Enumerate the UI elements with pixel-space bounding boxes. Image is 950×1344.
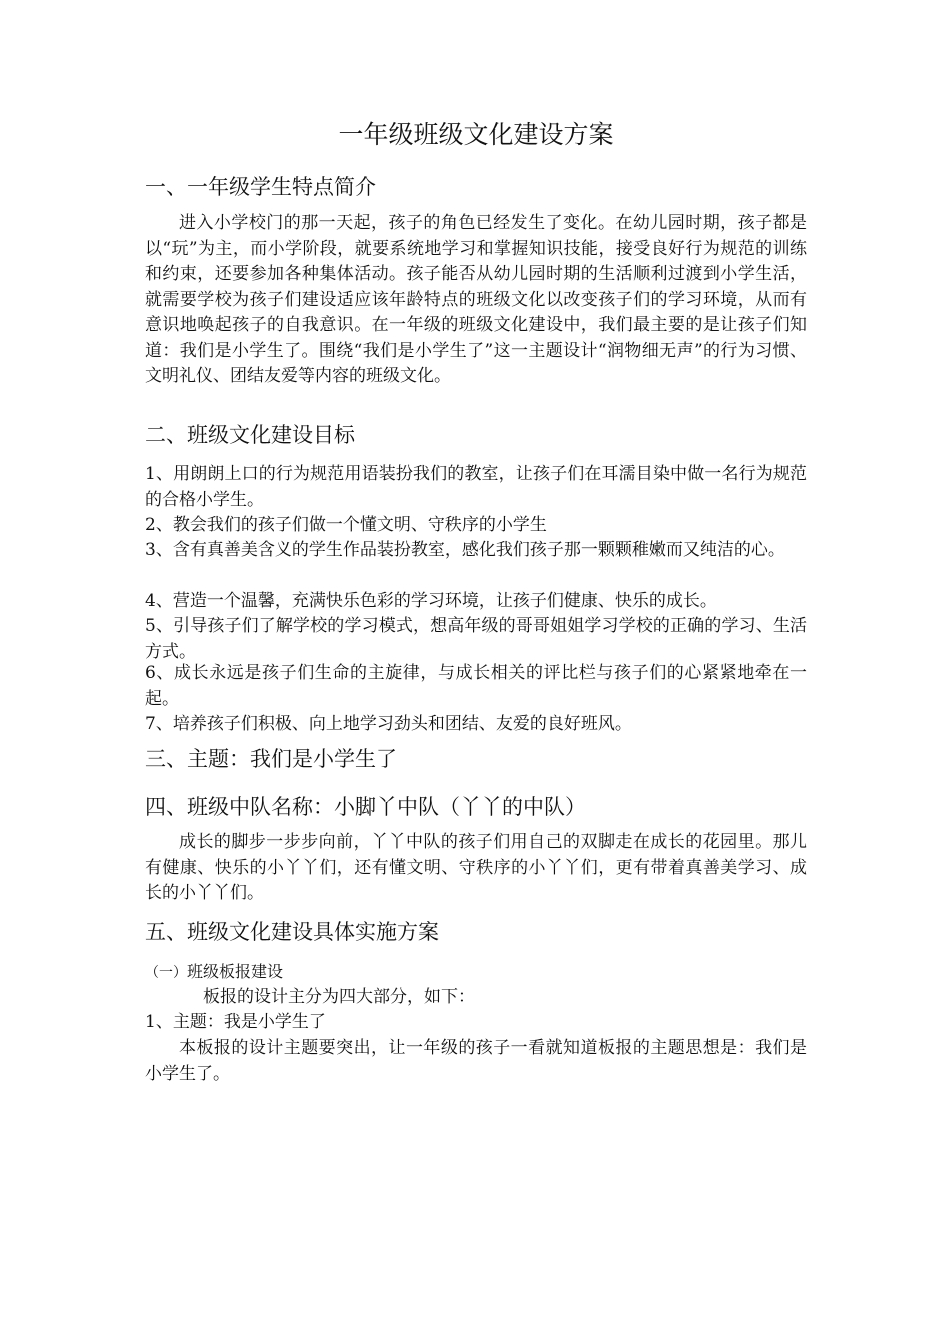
page-title: 一年级班级文化建设方案 <box>338 120 614 149</box>
goal-item-3: 3、含有真善美含义的学生作品装扮教室，感化我们孩子那一颗颗稚嫩而又纯洁的心。 <box>145 540 785 560</box>
goal-item-2: 2、教会我们的孩子们做一个懂文明、守秩序的小学生 <box>145 515 547 535</box>
goal-item-4: 4、营造一个温馨，充满快乐色彩的学习环境，让孩子们健康、快乐的成长。 <box>145 591 717 611</box>
section-2-heading: 二、班级文化建设目标 <box>145 423 355 447</box>
section-5-heading: 五、班级文化建设具体实施方案 <box>145 920 439 944</box>
sub-heading-text: 班级板报建设 <box>187 962 284 981</box>
goal-item-1: 1、用朗朗上口的行为规范用语装扮我们的教室，让孩子们在耳濡目染中做一名行为规范的合格小学生。 <box>145 464 807 510</box>
sub-heading-number: （一） <box>145 965 187 981</box>
point-1-description: 本板报的设计主题要突出，让一年级的孩子一看就知道板报的主题思想是：我们是小学生了。 <box>145 1038 807 1084</box>
goal-item-5: 5、引导孩子们了解学校的学习模式，想高年级的哥哥姐姐学习学校的正确的学习、生活方式。 <box>145 616 807 662</box>
section-1-heading: 一、一年级学生特点简介 <box>145 175 376 199</box>
section-4-heading: 四、班级中队名称：小脚丫中队（丫丫的中队） <box>145 795 586 819</box>
section-4-paragraph: 成长的脚步一步步向前，丫丫中队的孩子们用自己的双脚走在成长的花园里。那儿有健康、快乐的小丫丫们，还有懂文明、守秩序的小丫丫们，更有带着真善美学习、成长的小丫丫们。 <box>145 832 807 903</box>
section-1-paragraph: 进入小学校门的那一天起，孩子的角色已经发生了变化。在幼儿园时期，孩子都是以“玩”为主，而小学阶段，就要系统地学习和掌握知识技能，接受良好行为规范的训练和约束，还要参加各种集体活动。孩子能否从幼儿园时期的生活顺利过渡到小学生活，就需要学校为孩子们建设适应该年龄特点的班级文化以改变孩子们的学习环境，从而有意识地唤起孩子的自我意识。在一年级的班级文化建设中，我们最主要的是让孩子们知道：我们是小学生了。围绕“我们是小学生了”这一主题设计“润物细无声”的行为习惯、文明礼仪、团结友爱等内容的班级文化。 <box>145 213 807 386</box>
goal-item-7: 7、培养孩子们积极、向上地学习劲头和团结、友爱的良好班风。 <box>145 714 632 734</box>
goal-item-6: 6、成长永远是孩子们生命的主旋律，与成长相关的评比栏与孩子们的心紧紧地牵在一起。 <box>145 663 807 709</box>
section-3-heading: 三、主题：我们是小学生了 <box>145 747 397 771</box>
point-1-heading: 1、主题：我是小学生了 <box>145 1012 326 1032</box>
blackboard-intro: 板报的设计主分为四大部分，如下： <box>203 987 475 1007</box>
sub-heading-blackboard <box>145 960 283 985</box>
